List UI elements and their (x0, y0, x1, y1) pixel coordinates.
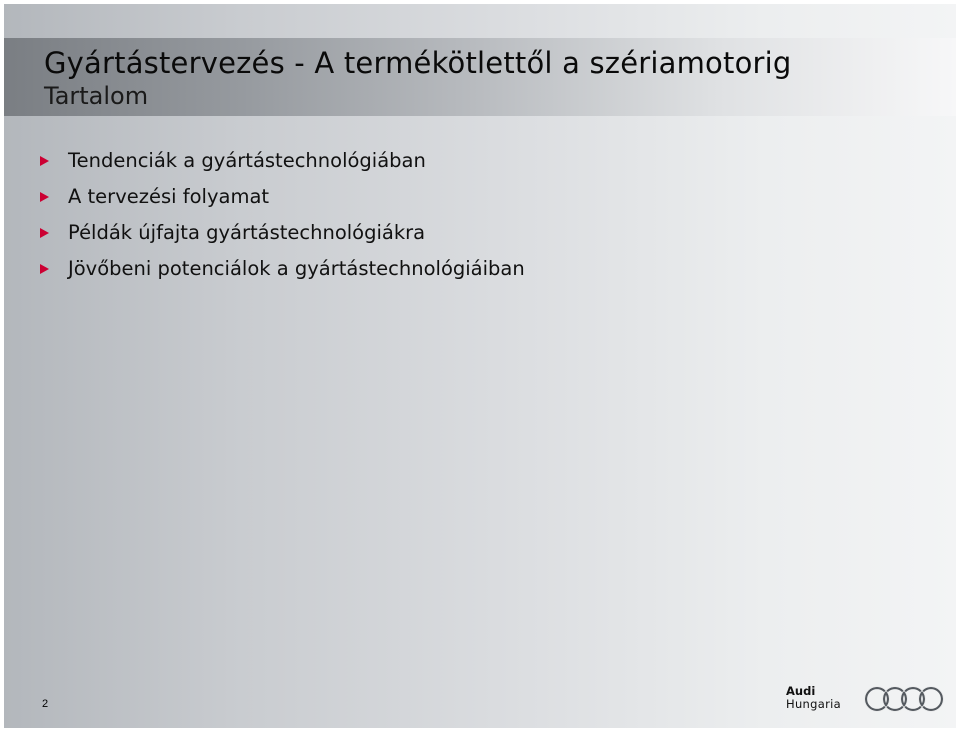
slide-title: Gyártástervezés - A termékötlettől a szériamotorig (44, 46, 792, 80)
brand-wordmark (786, 685, 841, 711)
agenda-item (40, 214, 525, 250)
agenda-item-label: Jövőbeni potenciálok a gyártástechnológiáiban (68, 256, 525, 280)
agenda-item-label: A tervezési folyamat (68, 184, 270, 208)
page-number: 2 (42, 698, 49, 710)
triangle-bullet-icon (40, 192, 49, 202)
brand-name: Audi (786, 684, 816, 698)
brand-sub: Hungaria (786, 697, 841, 711)
triangle-bullet-icon (40, 228, 49, 238)
audi-four-rings-icon (864, 684, 946, 714)
agenda-item (40, 178, 525, 214)
slide-subtitle: Tartalom (44, 82, 149, 110)
agenda-item-label: Példák újfajta gyártástechnológiákra (68, 220, 426, 244)
agenda-list (40, 142, 525, 286)
agenda-item (40, 142, 525, 178)
triangle-bullet-icon (40, 264, 49, 274)
agenda-item (40, 250, 525, 286)
agenda-item-label: Tendenciák a gyártástechnológiában (68, 148, 426, 172)
triangle-bullet-icon (40, 156, 49, 166)
slide (4, 4, 956, 728)
